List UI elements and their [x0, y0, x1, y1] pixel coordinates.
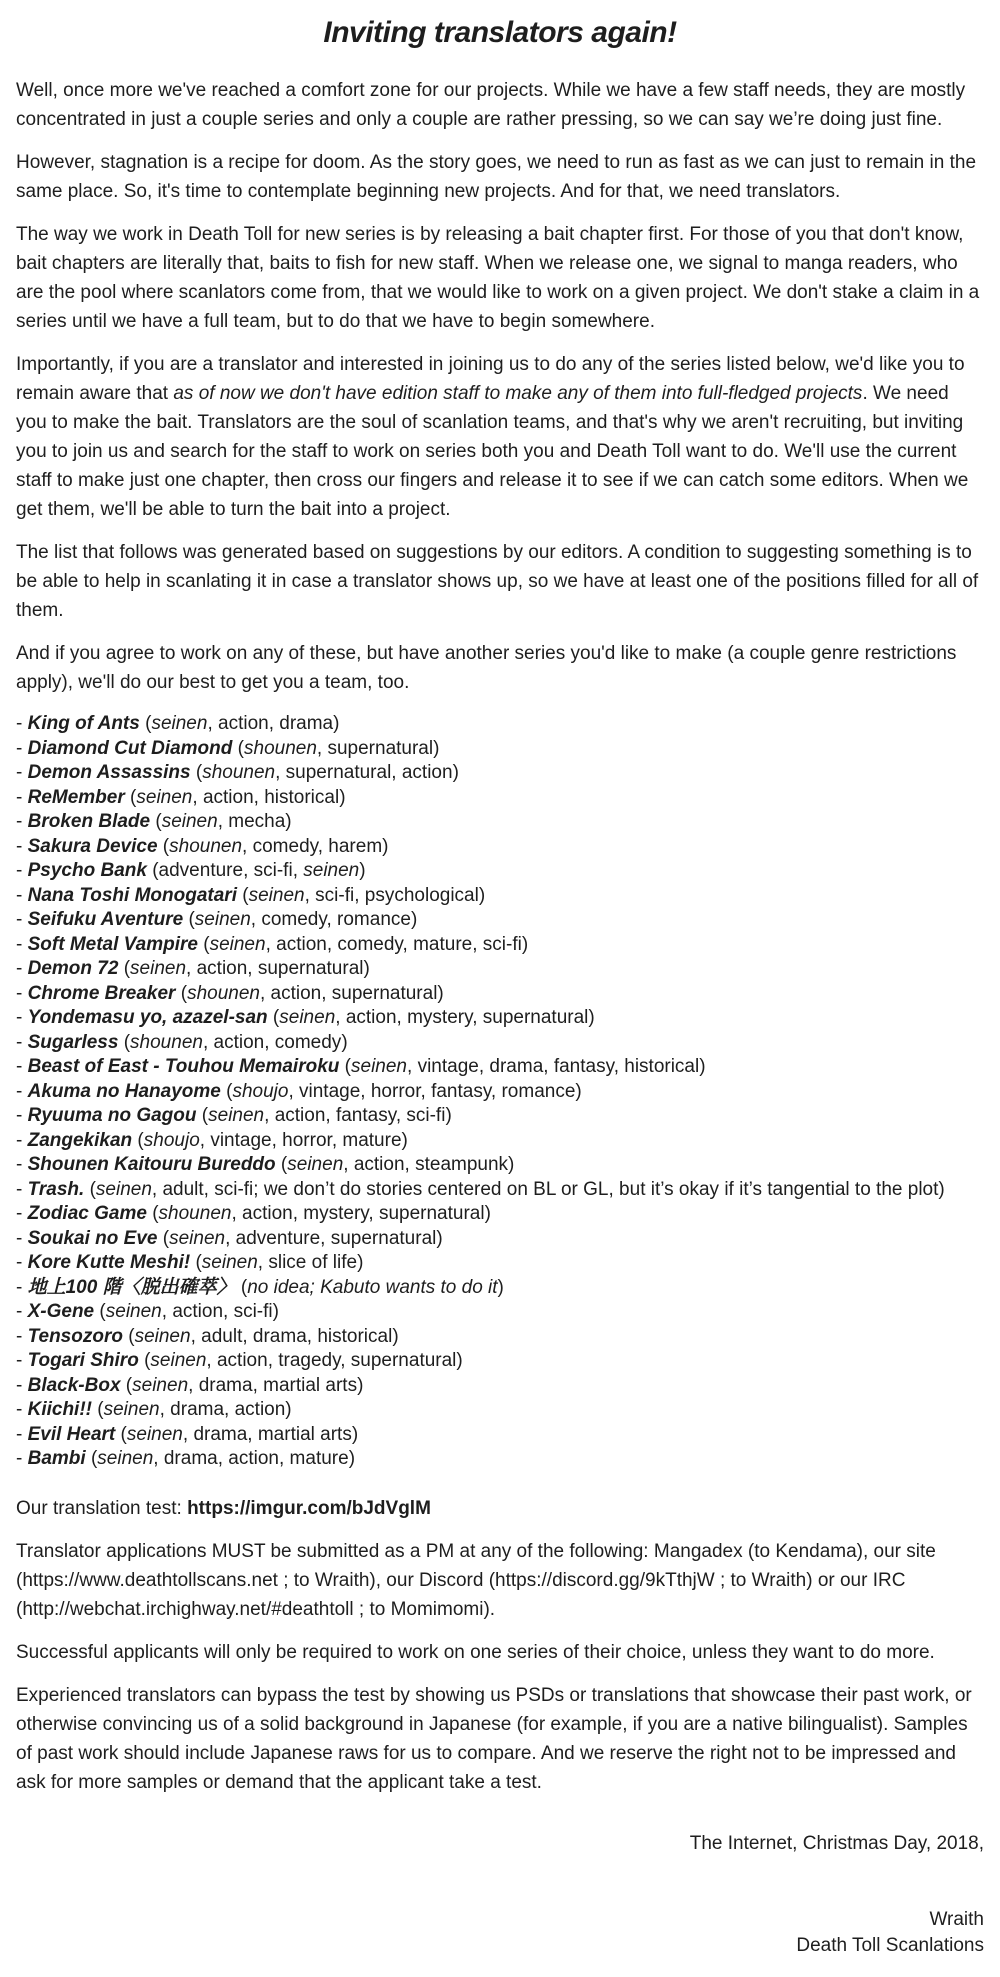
paragraph-segment: However, stagnation is a recipe for doom. As the story goes, we need to run as fast as we can just to remain in the same place. So, it's time to contemplate beginning new projects. And for that, we need translators. [16, 152, 977, 202]
series-genres: (seinen, sci-fi, psychological) [236, 884, 486, 906]
series-item: - Broken Blade (seinen, mecha) [16, 811, 292, 832]
paragraph-segment: The list that follows was generated based on suggestions by our editors. A condition to suggesting something is to be able to help in scanlating it in case a translator shows up, so we have at least one of the positions filled for all of them. [16, 542, 979, 621]
series-name: Broken Blade [27, 811, 151, 832]
series-item: - Demon 72 (seinen, action, supernatural) [16, 958, 370, 979]
genre-tag: seinen [97, 1448, 154, 1469]
genre-tag: seinen [95, 1178, 152, 1200]
genre-tag: adult [201, 1325, 243, 1347]
series-genres: (shounen, supernatural, action) [190, 762, 459, 783]
paragraph [16, 538, 984, 625]
genre-tag: shounen [130, 1031, 203, 1053]
paragraph-segment: Importantly, if you are a translator and interested in joining us to do any of the series listed below, we'd like you to remain aware that [16, 354, 965, 404]
series-name: Demon Assassins [27, 762, 191, 783]
series-genres: (shoujo, vintage, horror, mature) [132, 1129, 408, 1151]
series-name: Ryuuma no Gagou [27, 1105, 197, 1126]
series-genres: (seinen, slice of life) [190, 1252, 364, 1273]
genre-tag: action [213, 1031, 265, 1053]
genre-tag: drama [193, 1423, 248, 1445]
paragraph-segment: Experienced translators can bypass the test by showing us PSDs or translations that showcase their past work, or otherwise convincing us of a solid background in Japanese (for example, if you are a native bilingualist). Samples of past work should include Japanese raws for us to compare. And we reserve the right not to be impressed and ask for more samples or demand that the applicant take a test. [16, 1684, 972, 1793]
genre-tag: horror [282, 1129, 332, 1151]
genre-tag: supernatural [327, 737, 434, 759]
series-item: - Tensozoro (seinen, adult, drama, historical) [16, 1325, 399, 1347]
genre-tag: drama [163, 1448, 218, 1469]
genre-tag: action [353, 1154, 405, 1175]
genre-tag: action [218, 713, 269, 734]
genre-tag: action [270, 982, 322, 1004]
series-genres: (shounen, comedy, harem) [157, 835, 389, 857]
series-genres: (seinen, action, steampunk) [275, 1154, 515, 1175]
paragraph-segment: . We need you to make the bait. Translators are the soul of scanlation teams, and that's why we aren't recruiting, but inviting you to join us and search for the staff to work on series both you and Death Toll want to do. We'll use the current staff to make just one chapter, then cross our fingers and release it to see if we can catch some editors. When we get them, we'll be able to turn the bait into a project. [16, 383, 969, 520]
series-name: Akuma no Hanayome [27, 1080, 221, 1102]
series-genres: (shounen, supernatural) [232, 737, 440, 759]
genre-tag: seinen [209, 933, 266, 955]
genre-tag: harem [328, 835, 383, 857]
genre-tag: sci-fi; we don’t do stories centered on BL or GL, but it’s okay if it’s tangential to the plot [214, 1178, 939, 1200]
series-item: - Evil Heart (seinen, drama, martial arts) [16, 1423, 359, 1445]
series-item: - Soft Metal Vampire (seinen, action, comedy, mature, sci-fi) [16, 933, 529, 955]
series-genres: (seinen, drama, action, mature) [85, 1448, 356, 1469]
series-list [16, 712, 984, 1472]
series-genres: (seinen, vintage, drama, fantasy, historical) [339, 1056, 706, 1077]
paragraph-segment: Our translation test: [16, 1497, 188, 1519]
series-name: Zodiac Game [27, 1203, 147, 1224]
series-genres: (seinen, action, drama) [139, 713, 340, 734]
genre-tag: psychological [364, 884, 479, 906]
genre-tag: seinen [201, 1252, 258, 1273]
genre-tag: seinen [194, 909, 251, 930]
series-item: - Akuma no Hanayome (shoujo, vintage, horror, fantasy, romance) [16, 1080, 582, 1102]
genre-tag: shounen [202, 762, 276, 783]
paragraph-segment: And if you agree to work on any of these, but have another series you'd like to make (a couple genre restrictions apply), we'll do our best to get you a team, too. [16, 643, 957, 693]
series-genres: (seinen, action, historical) [124, 786, 346, 808]
genre-tag: action [172, 1301, 224, 1322]
series-item: - Psycho Bank (adventure, sci-fi, seinen) [16, 860, 366, 881]
genre-tag: shounen [244, 737, 317, 759]
genre-tag: supernatural [378, 1203, 485, 1224]
series-name: Kore Kutte Meshi! [27, 1252, 191, 1273]
series-item: - Zangekikan (shoujo, vintage, horror, mature) [16, 1129, 408, 1151]
genre-tag: seinen [103, 1399, 160, 1420]
series-item: - Kiichi!! (seinen, drama, action) [16, 1399, 292, 1420]
series-item: - Bambi (seinen, drama, action, mature) [16, 1448, 356, 1469]
closing-paragraphs [16, 1494, 984, 1797]
genre-tag: action [202, 786, 254, 808]
genre-tag: romance [337, 909, 411, 930]
series-name: Shounen Kaitouru Bureddo [27, 1154, 276, 1175]
genre-tag: mystery [407, 1007, 473, 1028]
genre-tag: action [242, 1203, 293, 1224]
dateline: The Internet, Christmas Day, 2018, [689, 1832, 984, 1854]
genre-tag: seinen [248, 884, 305, 906]
series-name: Seifuku Aventure [27, 909, 184, 930]
series-name: Bambi [27, 1448, 86, 1469]
genre-tag: seinen [136, 786, 193, 808]
genre-tag: sci-fi [482, 933, 522, 955]
series-item: - ReMember (seinen, action, historical) [16, 786, 346, 808]
paragraph [16, 639, 984, 697]
series-name: Togari Shiro [27, 1350, 139, 1371]
genre-tag: action [196, 958, 248, 979]
series-name: Sugarless [27, 1031, 119, 1053]
genre-tag: vintage [299, 1080, 361, 1102]
series-name: Sakura Device [27, 835, 158, 857]
genre-tag: supernatural [350, 1350, 457, 1371]
genre-tag: romance [501, 1080, 576, 1102]
genre-tag: martial arts [257, 1423, 352, 1445]
genre-tag: action [274, 1105, 326, 1126]
series-item: - Togari Shiro (seinen, action, tragedy, supernatural) [16, 1350, 463, 1371]
genre-tag: seinen [132, 1374, 189, 1396]
genre-tag: supernatural [330, 1227, 437, 1249]
series-genres: (seinen, mecha) [150, 811, 292, 832]
genre-tag: action [234, 1399, 286, 1420]
genre-tag: adult [162, 1178, 204, 1200]
genre-tag: action [276, 933, 327, 955]
series-name: Black-Box [27, 1374, 121, 1396]
series-item: - Zodiac Game (shounen, action, mystery, supernatural) [16, 1203, 491, 1224]
series-item: - Nana Toshi Monogatari (seinen, sci-fi, psychological) [16, 884, 486, 906]
signature-name: Wraith [929, 1908, 984, 1930]
genre-tag: slice of life [268, 1252, 358, 1273]
series-name: Beast of East - Touhou Memairoku [27, 1056, 340, 1077]
genre-tag: supernatural [285, 762, 392, 783]
paragraph-segment: The way we work in Death Toll for new series is by releasing a bait chapter first. For those of you that don't know, bait chapters are literally that, baits to fish for new staff. When we release one, we signal to manga readers, who are the pool where scanlators come from, that we would like to work on a given project. We don't stake a claim in a series until we have a full team, but to do that we have to begin somewhere. [16, 224, 980, 332]
genre-tag: drama [170, 1399, 225, 1420]
page-title: Inviting translators again! [323, 16, 677, 49]
paragraph-segment: Successful applicants will only be required to work on one series of their choice, unless they want to do more. [16, 1641, 935, 1663]
paragraph [16, 76, 984, 134]
series-item: - Beast of East - Touhou Memairoku (seinen, vintage, drama, fantasy, historical) [16, 1056, 706, 1077]
genre-tag: shounen [187, 982, 260, 1004]
series-item: - Sugarless (shounen, action, comedy) [16, 1031, 348, 1053]
series-item: - Shounen Kaitouru Bureddo (seinen, action, steampunk) [16, 1154, 515, 1175]
series-name: Psycho Bank [27, 860, 147, 881]
genre-tag: seinen [287, 1154, 344, 1175]
genre-tag: no idea; Kabuto wants to do it [247, 1276, 498, 1298]
series-genres: (shounen, action, mystery, supernatural) [146, 1203, 491, 1224]
paragraph [16, 148, 984, 206]
series-genres: (seinen, action, mystery, supernatural) [267, 1007, 595, 1028]
genre-tag: mature [413, 933, 473, 955]
series-genres: (shounen, action, supernatural) [175, 982, 444, 1004]
paragraph [16, 220, 984, 336]
genre-tag: action [228, 1448, 279, 1469]
genre-tag: action [216, 1350, 268, 1371]
genre-tag: steampunk [415, 1154, 509, 1175]
genre-tag: seinen [130, 958, 187, 979]
genre-tag: action [401, 762, 453, 783]
series-item: - Yondemasu yo, azazel-san (seinen, action, mystery, supernatural) [16, 1007, 595, 1028]
series-name: Kiichi!! [27, 1399, 92, 1420]
genre-tag: shoujo [143, 1129, 200, 1151]
series-name: Diamond Cut Diamond [27, 737, 233, 759]
genre-tag: historical [624, 1056, 700, 1077]
paragraph-segment: https://imgur.com/bJdVglM [187, 1497, 431, 1519]
series-genres: (seinen, action, supernatural) [118, 958, 370, 979]
series-genres: (seinen, drama, action) [92, 1399, 292, 1420]
series-name: 地上100 階〈脱出確萃〉 [27, 1276, 236, 1298]
series-genres: (seinen, drama, martial arts) [115, 1423, 359, 1445]
genre-tag: sci-fi [406, 1105, 446, 1126]
series-genres: (shounen, action, comedy) [118, 1031, 348, 1053]
series-item: - Seifuku Aventure (seinen, comedy, romance) [16, 909, 418, 930]
genre-tag: fantasy [553, 1056, 614, 1077]
paragraph [16, 1494, 984, 1523]
series-name: Zangekikan [27, 1129, 133, 1151]
series-name: Soukai no Eve [27, 1227, 158, 1249]
genre-tag: sci-fi [253, 860, 293, 881]
genre-tag: seinen [279, 1007, 336, 1028]
genre-tag: seinen [134, 1325, 191, 1347]
series-name: Yondemasu yo, azazel-san [27, 1007, 268, 1028]
genre-tag: fantasy [335, 1105, 396, 1126]
genre-tag: comedy [261, 909, 327, 930]
genre-tag: supernatural [257, 958, 364, 979]
series-name: Chrome Breaker [27, 982, 176, 1004]
paragraph-segment: as of now we don't have edition staff to make any of them into full-fledged projects [173, 383, 863, 404]
genre-tag: seinen [208, 1105, 265, 1126]
genre-tag: fantasy [431, 1080, 491, 1102]
genre-tag: shounen [158, 1203, 232, 1224]
genre-tag: mystery [303, 1203, 369, 1224]
paragraph [16, 1537, 984, 1624]
genre-tag: seinen [169, 1227, 226, 1249]
genre-tag: drama [279, 713, 334, 734]
genre-tag: supernatural [482, 1007, 589, 1028]
genre-tag: martial arts [263, 1374, 358, 1396]
genre-tag: seinen [105, 1301, 162, 1322]
series-name: Evil Heart [27, 1423, 116, 1445]
series-item: - Ryuuma no Gagou (seinen, action, fantasy, sci-fi) [16, 1105, 452, 1126]
series-item: - Black-Box (seinen, drama, martial arts) [16, 1374, 364, 1396]
genre-tag: seinen [161, 811, 218, 832]
genre-tag: supernatural [331, 982, 438, 1004]
genre-tag: mature [289, 1448, 349, 1469]
series-genres: (seinen, comedy, romance) [183, 909, 418, 930]
paragraph [16, 350, 984, 524]
genre-tag: seinen [151, 713, 208, 734]
series-item: - King of Ants (seinen, action, drama) [16, 713, 340, 734]
series-genres: (seinen, adult, sci-fi; we don’t do stories centered on BL or GL, but it’s okay if it’s tangential to the plot) [84, 1178, 945, 1200]
series-genres: (seinen, action, sci-fi) [94, 1301, 279, 1322]
paragraph-segment: Translator applications MUST be submitted as a PM at any of the following: Mangadex (to Kendama), our site (https://www.deathtollscans.net ; to Wraith), our Discord (https://discord.gg/9kTthjW ; to Wraith) or our IRC (http://webchat.irchighway.net/#deathtoll ; to Momimomi). [16, 1540, 936, 1620]
series-name: X-Gene [27, 1301, 95, 1322]
paragraph [16, 1638, 984, 1667]
genre-tag: comedy [337, 933, 403, 955]
genre-tag: historical [264, 786, 340, 808]
series-genres: (seinen, drama, martial arts) [120, 1374, 364, 1396]
genre-tag: mature [342, 1129, 402, 1151]
signoff [16, 1831, 984, 1959]
genre-tag: comedy [274, 1031, 342, 1053]
series-genres: (seinen, adventure, supernatural) [157, 1227, 443, 1249]
series-item: - 地上100 階〈脱出確萃〉 (no idea; Kabuto wants to do it) [16, 1276, 504, 1298]
genre-tag: drama [252, 1325, 307, 1347]
genre-tag: comedy [252, 835, 318, 857]
signature-group: Death Toll Scanlations [796, 1934, 984, 1956]
genre-tag: seinen [150, 1350, 207, 1371]
intro-paragraphs [16, 76, 984, 697]
series-item: - X-Gene (seinen, action, sci-fi) [16, 1301, 279, 1322]
series-genres: (seinen, action, comedy, mature, sci-fi) [197, 933, 529, 955]
series-genres: (seinen, action, tragedy, supernatural) [138, 1350, 463, 1371]
genre-tag: mecha [228, 811, 286, 832]
genre-tag: sci-fi [233, 1301, 273, 1322]
series-genres: (shoujo, vintage, horror, fantasy, romance) [220, 1080, 582, 1102]
genre-tag: adventure [158, 860, 244, 881]
genre-tag: seinen [126, 1423, 183, 1445]
series-name: Tensozoro [27, 1325, 123, 1347]
series-genres: (seinen, action, fantasy, sci-fi) [196, 1105, 452, 1126]
genre-tag: action [345, 1007, 397, 1028]
genre-tag: vintage [417, 1056, 479, 1077]
paragraph-segment: Well, once more we've reached a comfort zone for our projects. While we have a few staff needs, they are mostly concentrated in just a couple series and only a couple are rather pressing, so we can say we’re doing just fine. [16, 80, 966, 130]
genre-tag: drama [489, 1056, 544, 1077]
paragraph [16, 1681, 984, 1797]
series-item: - Chrome Breaker (shounen, action, supernatural) [16, 982, 444, 1004]
series-genres: (no idea; Kabuto wants to do it) [235, 1276, 504, 1298]
series-name: Nana Toshi Monogatari [27, 884, 237, 906]
series-item: - Demon Assassins (shounen, supernatural, action) [16, 762, 459, 783]
genre-tag: horror [370, 1080, 421, 1102]
series-item: - Sakura Device (shounen, comedy, harem) [16, 835, 389, 857]
series-item: - Kore Kutte Meshi! (seinen, slice of life) [16, 1252, 364, 1273]
series-genres: (seinen, adult, drama, historical) [122, 1325, 399, 1347]
genre-tag: vintage [210, 1129, 272, 1151]
genre-tag: seinen [303, 860, 360, 881]
genre-tag: shounen [169, 835, 243, 857]
series-item: - Soukai no Eve (seinen, adventure, supernatural) [16, 1227, 443, 1249]
series-name: ReMember [27, 786, 125, 808]
series-genres: (adventure, sci-fi, seinen) [146, 860, 366, 881]
genre-tag: tragedy [278, 1350, 341, 1371]
series-item: - Trash. (seinen, adult, sci-fi; we don’t do stories centered on BL or GL, but it’s okay if it’s tangential to the plot) [16, 1178, 945, 1200]
genre-tag: sci-fi [315, 884, 355, 906]
series-item: - Diamond Cut Diamond (shounen, supernatural) [16, 737, 440, 759]
series-name: Trash. [27, 1178, 85, 1200]
genre-tag: shoujo [232, 1080, 289, 1102]
genre-tag: seinen [351, 1056, 407, 1077]
genre-tag: drama [198, 1374, 253, 1396]
genre-tag: historical [317, 1325, 393, 1347]
series-name: Soft Metal Vampire [27, 933, 198, 955]
genre-tag: adventure [235, 1227, 321, 1249]
series-name: Demon 72 [27, 958, 119, 979]
series-name: King of Ants [27, 713, 140, 734]
